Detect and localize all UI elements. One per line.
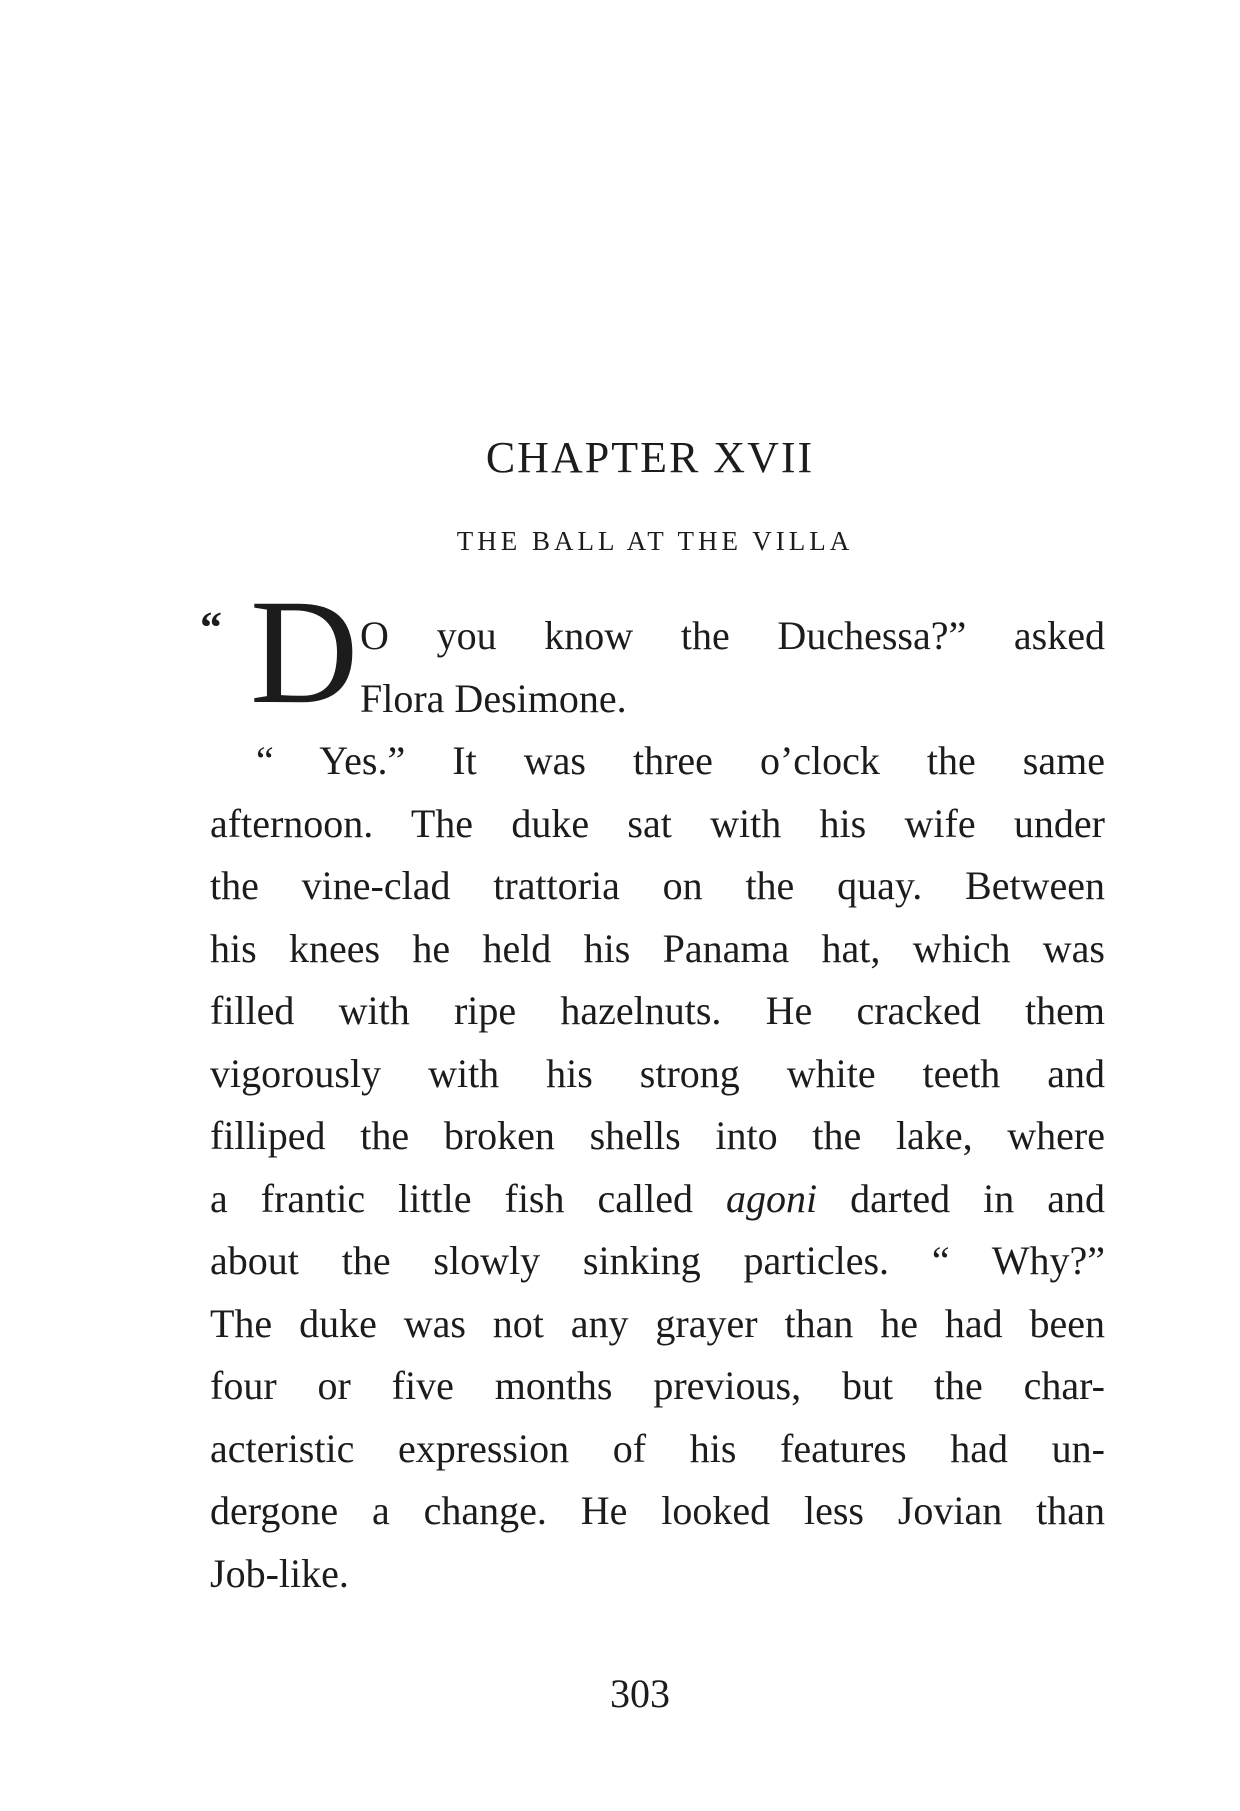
opening-quote-mark: “ (200, 603, 222, 652)
text-line-agoni (210, 1168, 1105, 1231)
drop-cap: D (250, 569, 359, 735)
text-line: The duke was not any grayer than he had been (210, 1300, 1105, 1346)
text-line: dergone a change. He looked less Jovian than (210, 1488, 1105, 1533)
text-line: his knees he held his Panama hat, which was (210, 925, 1105, 971)
text-line: “ Yes.” It was three o’clock the same (256, 738, 1105, 783)
text-fragment: darted in and (817, 1175, 1105, 1221)
text-line: vigorously with his strong white teeth and (210, 1050, 1105, 1096)
text-line: Job-like. (210, 1550, 349, 1596)
text-line: four or five months previous, but the char- (210, 1363, 1105, 1408)
opening-paragraph (200, 569, 1105, 735)
opening-line-2: Flora Desimone. (360, 675, 627, 721)
chapter-subtitle: THE BALL AT THE VILLA (456, 526, 854, 556)
text-line: filliped the broken shells into the lake, where (210, 1113, 1105, 1158)
text-line: acteristic expression of his features had un- (210, 1425, 1105, 1471)
page-number: 303 (610, 1671, 670, 1716)
chapter-heading: CHAPTER XVII (485, 433, 815, 482)
text-line: afternoon. The duke sat with his wife under (210, 800, 1105, 846)
opening-line-1: O you know the Duchessa?” asked (360, 613, 1105, 658)
text-fragment: a frantic little fish called (210, 1175, 727, 1221)
body-text (200, 569, 1105, 1605)
text-line: the vine-clad trattoria on the quay. Between (210, 863, 1105, 908)
italic-word: agoni (726, 1175, 818, 1221)
text-line: about the slowly sinking particles. “ Why?” (210, 1238, 1105, 1283)
text-line: filled with ripe hazelnuts. He cracked them (210, 988, 1105, 1033)
